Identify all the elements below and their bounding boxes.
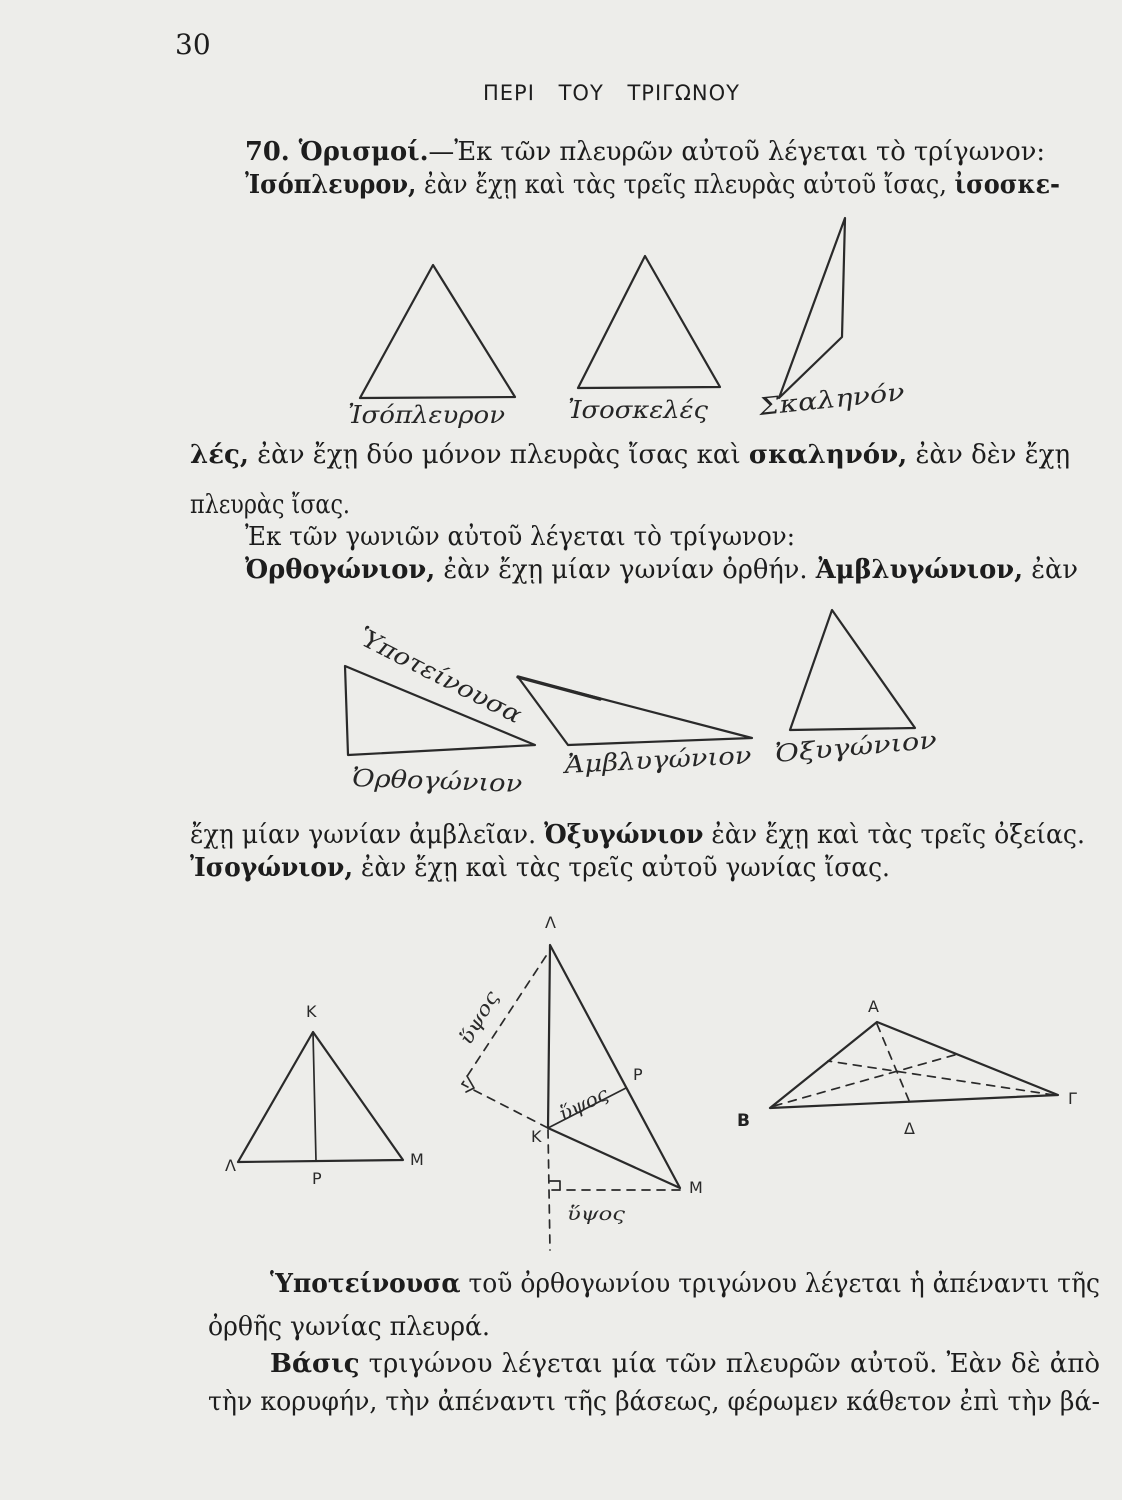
right-angled-label: Ὀρθογώνιον bbox=[351, 764, 503, 798]
vertex-label-apex: Λ bbox=[545, 913, 556, 932]
text-line bbox=[270, 1267, 1100, 1301]
altitude-from-a bbox=[877, 1024, 910, 1103]
term-scalene: σκαληνόν, bbox=[748, 440, 908, 470]
figure-altitudes bbox=[225, 913, 1077, 1250]
definition-text: ἔχῃ μίαν γωνίαν ἀμβλεῖαν. bbox=[190, 820, 537, 850]
acute-altitude-triangle bbox=[770, 1022, 1058, 1108]
text-line bbox=[270, 1347, 1100, 1381]
hypotenuse-label: Ὑποτείνουσα bbox=[353, 622, 511, 722]
definition-text: τὴν κορυφήν, τὴν ἀπέναντι τῆς βάσεως, φέρωμεν κάθετον ἐπὶ τὴν βά- bbox=[208, 1387, 1100, 1417]
isosceles-label: Ἰσοσκελές bbox=[568, 396, 709, 424]
text-line bbox=[245, 520, 795, 554]
definition-text: ἐὰν ἔχῃ καὶ τὰς τρεῖς αὐτοῦ γωνίας ἴσας. bbox=[360, 853, 890, 883]
foot-label: Ρ bbox=[312, 1169, 322, 1188]
extension-of-side-lambda-k bbox=[548, 1130, 550, 1250]
text-line bbox=[208, 1310, 490, 1344]
definition-text: ἐὰν bbox=[1031, 555, 1078, 585]
definition-text: ἐὰν δὲν ἔχῃ bbox=[915, 440, 1071, 470]
foot-label: Δ bbox=[904, 1119, 915, 1138]
definition-text: ἐὰν ἔχῃ δύο μόνον πλευρὰς ἴσας καὶ bbox=[257, 440, 741, 470]
text-line bbox=[190, 438, 1070, 472]
term-equiangular: Ἰσογώνιον, bbox=[190, 853, 354, 883]
section-intro: —Ἐκ τῶν πλευρῶν αὐτοῦ λέγεται τὸ τρίγωνον: bbox=[428, 137, 1046, 167]
text-line bbox=[208, 1385, 1100, 1419]
vertex-label-k: Κ bbox=[531, 1127, 542, 1146]
term-hypotenuse: Ὑποτείνουσα bbox=[270, 1269, 461, 1299]
scalene-triangle bbox=[779, 218, 845, 398]
section-heading: 70. Ὁρισμοί. bbox=[245, 137, 429, 167]
altitude-triangle-third bbox=[737, 997, 1077, 1138]
extension-of-side-mk bbox=[462, 1084, 548, 1128]
figure-triangles-by-sides bbox=[348, 218, 906, 429]
definition-text: ἐὰν ἔχῃ μίαν γωνίαν ὀρθήν. bbox=[443, 555, 808, 585]
foot-label: Ρ bbox=[633, 1065, 643, 1084]
figure-triangles-by-angles bbox=[345, 610, 938, 798]
vertex-label-base-right: Μ bbox=[410, 1150, 424, 1169]
obtuse-altitude-triangle bbox=[548, 945, 680, 1188]
term-base: Βάσις bbox=[270, 1349, 360, 1379]
vertex-label-m: Μ bbox=[689, 1178, 703, 1197]
right-angle-mark bbox=[550, 1181, 560, 1190]
term-right-angled: Ὀρθογώνιον, bbox=[245, 555, 436, 585]
text-line bbox=[190, 851, 890, 885]
running-head bbox=[483, 76, 755, 110]
angles-intro: Ἐκ τῶν γωνιῶν αὐτοῦ λέγεται τὸ τρίγωνον: bbox=[245, 522, 795, 552]
obtuse-label: Ἀμβλυγώνιον bbox=[563, 742, 729, 779]
definition-text: ἐὰν ἔχῃ καὶ τὰς τρεῖς ὀξείας. bbox=[711, 820, 1085, 850]
text-line bbox=[245, 135, 1045, 169]
term-isosceles: λές, bbox=[190, 440, 249, 470]
text-line bbox=[245, 168, 1060, 202]
definition-text: τριγώνου λέγεται μία τῶν πλευρῶν αὐτοῦ. Ἐὰν δὲ ἀπὸ bbox=[368, 1349, 1101, 1379]
vertex-label-base-left: Λ bbox=[225, 1156, 236, 1175]
term-obtuse: Ἀμβλυγώνιον, bbox=[815, 555, 1024, 585]
isosceles-altitude-triangle bbox=[238, 1032, 403, 1162]
isosceles-triangle bbox=[578, 256, 720, 388]
definition-text: τοῦ ὀρθογωνίου τριγώνου λέγεται ἡ ἀπέναντι τῆς bbox=[468, 1269, 1100, 1299]
vertex-label-base-left: Β bbox=[737, 1111, 750, 1131]
altitude-label: ὕψος bbox=[555, 1084, 609, 1126]
definition-text: πλευρὰς ἴσας. bbox=[190, 490, 350, 520]
altitude-triangle-first bbox=[225, 1002, 424, 1188]
altitude-triangle-second bbox=[455, 913, 703, 1250]
acute-triangle bbox=[790, 610, 915, 730]
equilateral-triangle bbox=[360, 265, 515, 398]
vertex-label-base-right: Γ bbox=[1068, 1089, 1077, 1108]
altitude-line bbox=[313, 1032, 316, 1161]
text-line bbox=[190, 488, 350, 522]
altitude-from-g bbox=[828, 1061, 1054, 1095]
acute-label: Ὀξυγώνιον bbox=[774, 728, 911, 768]
altitude-from-b bbox=[774, 1054, 958, 1106]
right-angle-mark bbox=[466, 1076, 474, 1092]
vertex-label-apex: Α bbox=[868, 997, 879, 1016]
altitude-label: ὕψος bbox=[455, 995, 499, 1049]
obtuse-triangle-top-side bbox=[518, 677, 600, 699]
text-line bbox=[190, 818, 1085, 852]
term-equilateral: Ἰσόπλευρον, bbox=[245, 170, 417, 200]
page-number-text: 30 bbox=[175, 28, 211, 61]
definition-text: ὀρθῆς γωνίας πλευρά. bbox=[208, 1312, 490, 1342]
equilateral-label: Ἰσόπλευρον bbox=[348, 401, 505, 429]
term-acute: Ὀξυγώνιον bbox=[544, 820, 704, 850]
term-isosceles: ἰσοσκε- bbox=[954, 170, 1060, 200]
vertex-label-apex: Κ bbox=[306, 1002, 317, 1021]
altitude-label: ὕψος bbox=[567, 1203, 626, 1225]
scalene-label: Σκαληνόν bbox=[757, 380, 883, 421]
definition-text: ἐὰν ἔχῃ καὶ τὰς τρεῖς πλευρὰς αὐτοῦ ἴσας, bbox=[423, 170, 947, 200]
text-line bbox=[245, 553, 1078, 587]
page-number bbox=[175, 28, 215, 62]
running-head-text: ΠΕΡΙ ΤΟΥ ΤΡΙΓΩΝΟΥ bbox=[483, 81, 740, 105]
